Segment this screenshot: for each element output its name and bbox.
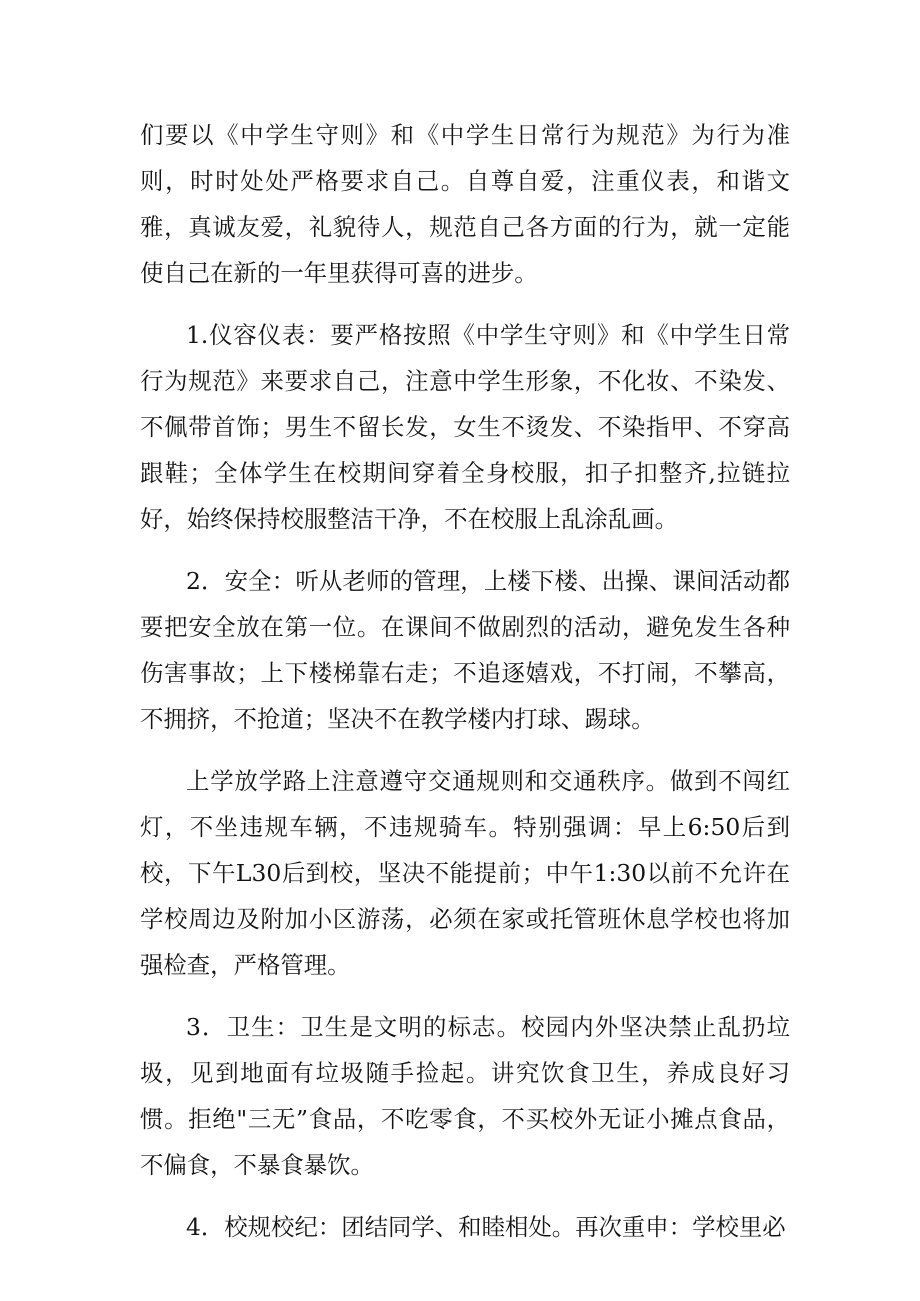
paragraph-discipline: 4．校规校纪：团结同学、和睦相处。再次重申：学校里必 xyxy=(186,1213,786,1241)
paragraph-safety: 2．安全：听从老师的管理，上楼下楼、出操、课间活动都要把安全放在第一位。在课间不做剧烈的活动，避免发生各种伤害事故；上下楼梯靠右走；不追逐嬉戏，不打闹，不攀高，不拥挤，不抢道；坚决不在教学楼内打球、踢球。 xyxy=(140,567,790,733)
paragraph-hygiene: 3．卫生：卫生是文明的标志。校园内外坚决禁止乱扔垃圾，见到地面有垃圾随手捡起。讲究饮食卫生，养成良好习惯。拒绝"三无”食品，不吃零食，不买校外无证小摊点食品，不偏食，不暴食暴饮。 xyxy=(140,1013,790,1179)
paragraph-appearance: 1.仪容仪表：要严格按照《中学生守则》和《中学生日常行为规范》来要求自己，注意中学生形象，不化妆、不染发、不佩带首饰；男生不留长发，女生不烫发、不染指甲、不穿高跟鞋；全体学生在校期间穿着全身校服，扣子扣整齐,拉链拉好，始终保持校服整洁干净，不在校服上乱涂乱画。 xyxy=(140,321,790,533)
paragraph-traffic: 上学放学路上注意遵守交通规则和交通秩序。做到不闯红灯，不坐违规车辆，不违规骑车。特别强调：早上6:50后到校，下午L30后到校，坚决不能提前；中午1:30以前不允许在学校周边及附加小区游荡，必须在家或托管班休息学校也将加强检查，严格管理。 xyxy=(140,767,790,979)
body-text xyxy=(140,112,790,1250)
paragraph-intro: 们要以《中学生守则》和《中学生日常行为规范》为行为准则，时时处处严格要求自己。自尊自爱，注重仪表，和谐文雅，真诚友爱，礼貌待人，规范自己各方面的行为，就一定能使自己在新的一年里获得可喜的进步。 xyxy=(140,121,790,287)
